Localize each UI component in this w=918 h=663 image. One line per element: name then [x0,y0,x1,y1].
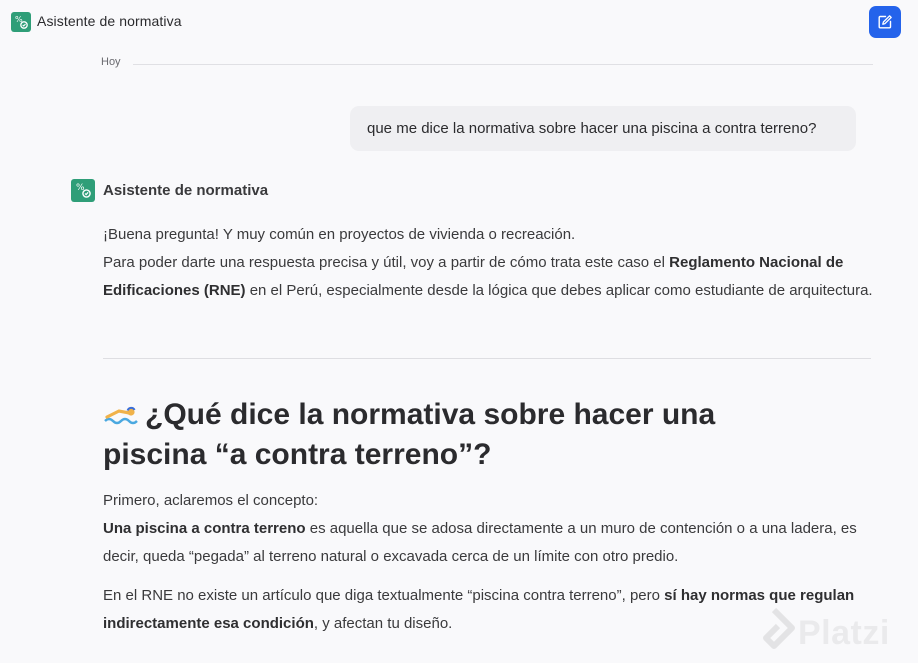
assistant-name: Asistente de normativa [103,182,269,199]
date-divider-line [133,64,873,65]
concept-intro: Primero, aclaremos el concepto: [103,492,319,509]
assistant-intro [103,221,873,305]
top-bar [0,0,918,44]
section-heading-text: ¿Qué dice la normativa sobre hacer una piscina “a contra terreno”? [103,398,716,471]
date-divider-label: Hoy [101,56,121,68]
rne-text-bold: sí hay normas que regulan indirectamente esa condición [103,587,855,632]
rne-text-b: , y afectan tu diseño. [313,615,453,632]
intro-line-2a: Para poder darte una respuesta precisa y útil, voy a partir de cómo trata este caso el [103,254,670,271]
formula-icon [11,12,31,32]
intro-line-1: ¡Buena pregunta! Y muy común en proyectos de vivienda o recreación. [103,226,576,243]
watermark-text: Platzi [798,614,890,652]
concept-paragraph [103,487,873,571]
rne-text-a: En el RNE no existe un artículo que diga textualmente “piscina contra terreno”, pero [103,587,665,604]
platzi-watermark [752,606,912,660]
concept-rest: es aquella que se adosa directamente a un muro de contención o a una ladera, es decir, queda “pegada” al terreno natural o excavada cerca de un límite con otro predio. [103,520,857,565]
app-title: Asistente de normativa [37,13,182,29]
svg-text:%: % [15,15,23,24]
new-chat-button[interactable] [869,6,901,38]
intro-line-2b: en el Perú, especialmente desde la lógica que debes aplicar como estudiante de arquitectura. [245,282,873,299]
section-divider [103,358,871,359]
user-message: que me dice la normativa sobre hacer una piscina a contra terreno? [350,106,856,151]
assistant-avatar-icon [71,179,95,202]
swimmer-icon [103,398,139,424]
section-heading [103,395,803,475]
platzi-logo-icon [752,606,796,654]
concept-bold: Una piscina a contra terreno [103,520,306,537]
intro-line-2-bold: Reglamento Nacional de Edificaciones (RNE) [103,254,844,299]
svg-text:%: % [76,183,85,193]
